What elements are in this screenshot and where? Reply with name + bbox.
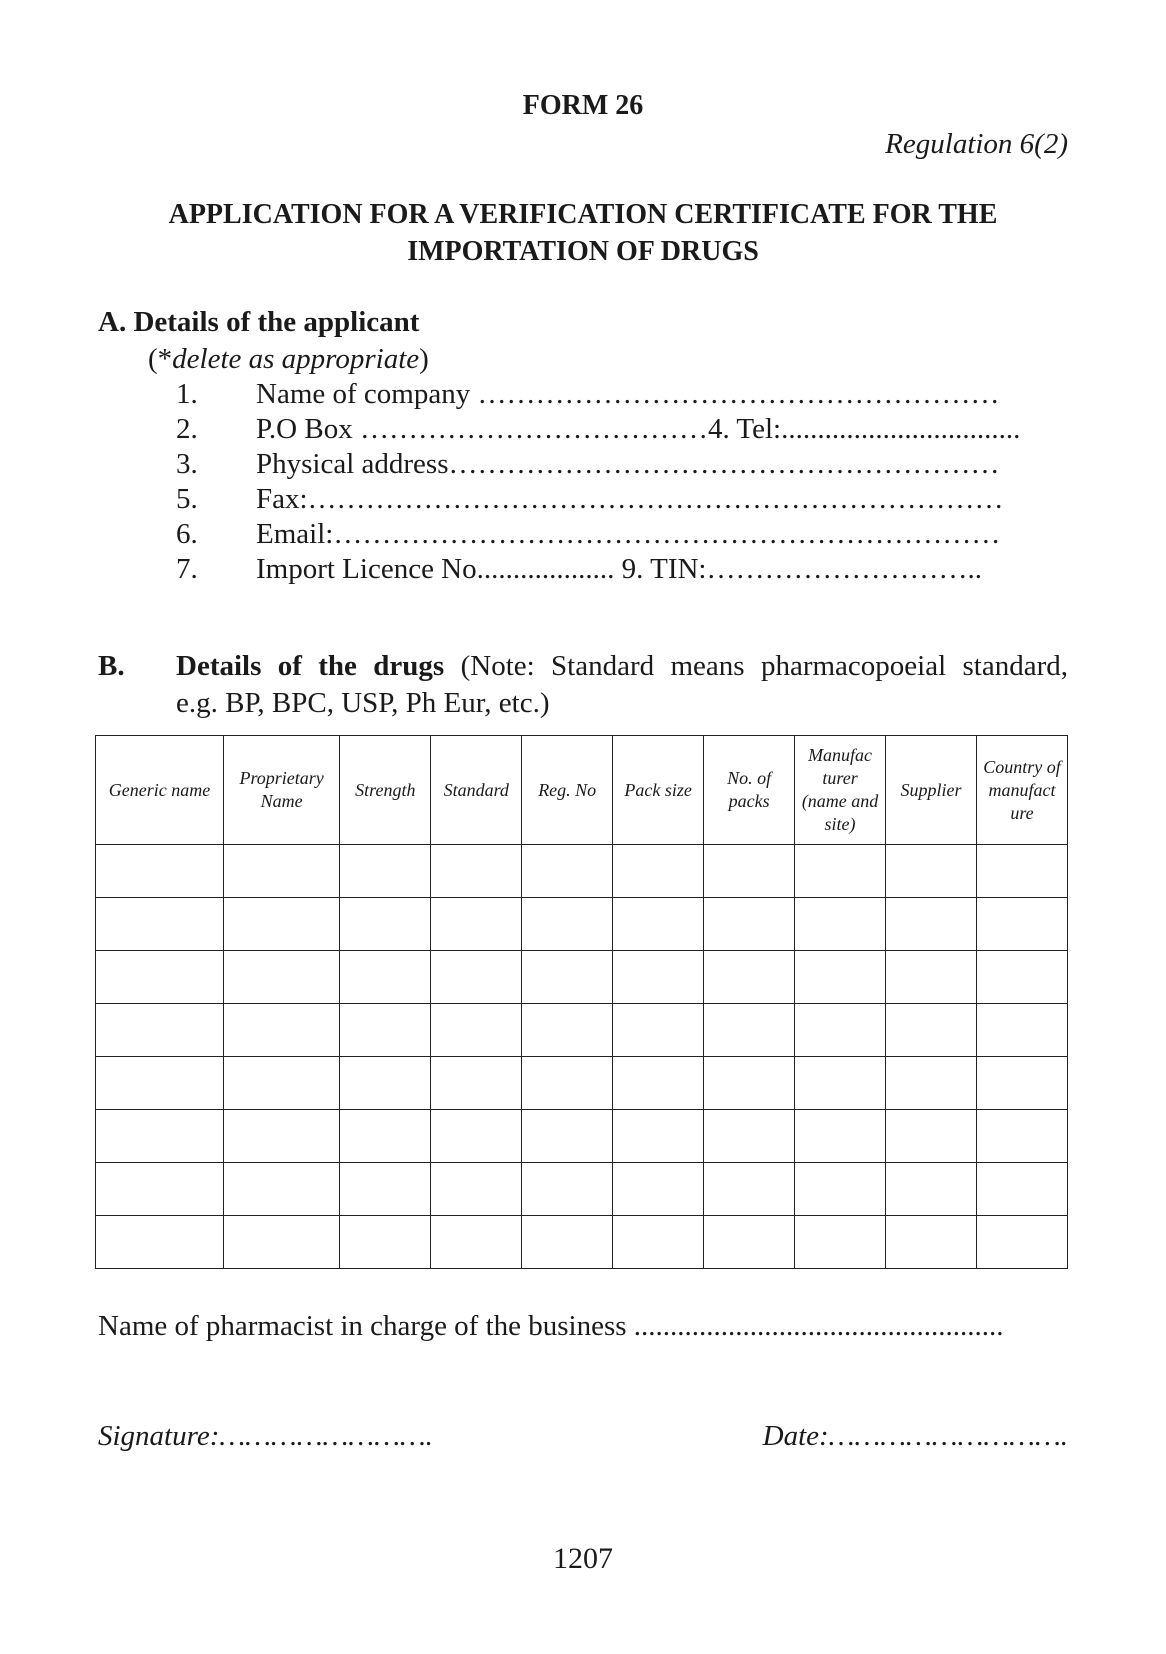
table-cell[interactable]	[795, 1004, 886, 1057]
table-cell[interactable]	[340, 1216, 431, 1269]
table-cell[interactable]	[522, 1004, 613, 1057]
header-standard: Standard	[431, 736, 522, 845]
table-cell[interactable]	[223, 1057, 339, 1110]
table-row	[96, 898, 1068, 951]
table-cell[interactable]	[704, 1004, 795, 1057]
table-cell[interactable]	[96, 1163, 224, 1216]
table-cell[interactable]	[340, 1057, 431, 1110]
field-number: 7.	[176, 553, 198, 585]
table-cell[interactable]	[431, 951, 522, 1004]
field-number: 5.	[176, 483, 198, 515]
table-cell[interactable]	[96, 1216, 224, 1269]
pharmacist-name-field[interactable]: Name of pharmacist in charge of the business ...................................................	[98, 1310, 1004, 1342]
table-cell[interactable]	[522, 1110, 613, 1163]
section-b-note-line-1: (Note: Standard means pharmacopoeial standard,	[444, 650, 1069, 682]
field-import-licence-tin[interactable]	[176, 553, 982, 586]
section-b-note-line-2: e.g. BP, BPC, USP, Ph Eur, etc.)	[176, 687, 550, 719]
table-row	[96, 1057, 1068, 1110]
table-cell[interactable]	[223, 845, 339, 898]
table-cell[interactable]	[976, 1057, 1067, 1110]
table-cell[interactable]	[340, 898, 431, 951]
table-cell[interactable]	[431, 1216, 522, 1269]
header-generic-name: Generic name	[96, 736, 224, 845]
table-cell[interactable]	[704, 898, 795, 951]
header-manufacturer: Manufac turer (name and site)	[795, 736, 886, 845]
note-italic: delete as appropriate	[172, 343, 420, 375]
field-label: Fax:………………………………………………………………	[256, 483, 1004, 515]
table-cell[interactable]	[886, 951, 977, 1004]
section-a-heading: A. Details of the applicant	[98, 306, 420, 338]
section-a-note	[148, 343, 429, 376]
table-cell[interactable]	[96, 951, 224, 1004]
header-no-of-packs: No. of packs	[704, 736, 795, 845]
table-cell[interactable]	[613, 898, 704, 951]
table-row	[96, 951, 1068, 1004]
header-country-of-manufacture: Country of manufact ure	[976, 736, 1067, 845]
table-cell[interactable]	[976, 951, 1067, 1004]
table-cell[interactable]	[976, 1110, 1067, 1163]
form-title: FORM 26	[522, 90, 644, 121]
table-cell[interactable]	[704, 1216, 795, 1269]
table-cell[interactable]	[96, 1004, 224, 1057]
table-cell[interactable]	[886, 1216, 977, 1269]
field-label: Physical address…………………………………………………	[256, 448, 1000, 480]
field-number: 6.	[176, 518, 198, 550]
table-cell[interactable]	[704, 951, 795, 1004]
table-cell[interactable]	[522, 951, 613, 1004]
note-close: )	[419, 343, 429, 375]
table-cell[interactable]	[704, 1110, 795, 1163]
table-cell[interactable]	[340, 951, 431, 1004]
table-cell[interactable]	[613, 1110, 704, 1163]
note-open: (*	[148, 343, 173, 375]
table-cell[interactable]	[886, 898, 977, 951]
table-cell[interactable]	[431, 898, 522, 951]
signature-field[interactable]: Signature:…………………….	[98, 1420, 433, 1452]
section-b-heading: Details of the drugs	[176, 650, 445, 682]
document-title-line-2: IMPORTATION OF DRUGS	[407, 236, 759, 267]
table-cell[interactable]	[431, 1004, 522, 1057]
table-cell[interactable]	[522, 1057, 613, 1110]
header-supplier: Supplier	[886, 736, 977, 845]
table-row	[96, 1110, 1068, 1163]
field-number: 3.	[176, 448, 198, 480]
document-title	[0, 196, 1166, 270]
table-cell[interactable]	[976, 1004, 1067, 1057]
table-cell[interactable]	[431, 1057, 522, 1110]
table-cell[interactable]	[96, 845, 224, 898]
table-cell[interactable]	[795, 1216, 886, 1269]
document-title-line-1: APPLICATION FOR A VERIFICATION CERTIFICATE FOR THE	[168, 199, 998, 230]
header-reg-no: Reg. No	[522, 736, 613, 845]
table-cell[interactable]	[704, 845, 795, 898]
table-cell[interactable]	[522, 845, 613, 898]
table-cell[interactable]	[431, 1163, 522, 1216]
header-pack-size: Pack size	[613, 736, 704, 845]
table-cell[interactable]	[522, 1163, 613, 1216]
page-number: 1207	[553, 1542, 613, 1575]
drugs-table	[95, 735, 1068, 1269]
header-strength: Strength	[340, 736, 431, 845]
table-cell[interactable]	[522, 898, 613, 951]
field-name-of-company[interactable]	[176, 378, 999, 411]
table-cell[interactable]	[976, 1216, 1067, 1269]
field-label: Name of company ………………………………………………	[256, 378, 1000, 410]
table-cell[interactable]	[522, 1216, 613, 1269]
table-cell[interactable]	[886, 1163, 977, 1216]
table-row	[96, 1216, 1068, 1269]
table-cell[interactable]	[795, 898, 886, 951]
table-cell[interactable]	[795, 845, 886, 898]
table-cell[interactable]	[795, 1057, 886, 1110]
field-po-box-tel[interactable]	[176, 413, 1020, 446]
table-cell[interactable]	[96, 1057, 224, 1110]
table-cell[interactable]	[795, 951, 886, 1004]
table-cell[interactable]	[431, 845, 522, 898]
table-cell[interactable]	[613, 1216, 704, 1269]
table-cell[interactable]	[223, 951, 339, 1004]
field-label: Import Licence No................... 9. TIN:………………………..	[256, 553, 982, 585]
table-cell[interactable]	[795, 1110, 886, 1163]
table-cell[interactable]	[704, 1163, 795, 1216]
field-email[interactable]	[176, 518, 1000, 551]
table-row	[96, 1004, 1068, 1057]
table-cell[interactable]	[340, 1110, 431, 1163]
field-label: Email:……………………………………………………………	[256, 518, 1001, 550]
table-cell[interactable]	[431, 1110, 522, 1163]
field-label: P.O Box ………………………………4. Tel:.................................	[256, 413, 1021, 445]
table-cell[interactable]	[613, 1004, 704, 1057]
table-row	[96, 845, 1068, 898]
section-b-letter: B.	[98, 650, 125, 682]
table-cell[interactable]	[886, 845, 977, 898]
table-cell[interactable]	[223, 1110, 339, 1163]
table-cell[interactable]	[96, 898, 224, 951]
table-cell[interactable]	[613, 845, 704, 898]
table-cell[interactable]	[795, 1163, 886, 1216]
table-cell[interactable]	[340, 1163, 431, 1216]
header-proprietary-name: Proprietary Name	[223, 736, 339, 845]
table-cell[interactable]	[613, 951, 704, 1004]
field-number: 2.	[176, 413, 198, 445]
field-physical-address[interactable]	[176, 448, 1000, 481]
table-cell[interactable]	[96, 1110, 224, 1163]
table-cell[interactable]	[613, 1163, 704, 1216]
table-cell[interactable]	[886, 1057, 977, 1110]
field-fax[interactable]	[176, 483, 1004, 516]
table-cell[interactable]	[223, 1163, 339, 1216]
table-cell[interactable]	[223, 1004, 339, 1057]
section-b-line-1	[176, 648, 1068, 685]
table-cell[interactable]	[976, 845, 1067, 898]
table-cell[interactable]	[976, 1163, 1067, 1216]
table-cell[interactable]	[976, 898, 1067, 951]
table-cell[interactable]	[223, 1216, 339, 1269]
table-cell[interactable]	[340, 845, 431, 898]
table-cell[interactable]	[613, 1057, 704, 1110]
table-cell[interactable]	[704, 1057, 795, 1110]
table-header-row	[96, 736, 1068, 845]
date-field[interactable]: Date:……………………….	[762, 1420, 1068, 1452]
table-cell[interactable]	[223, 898, 339, 951]
table-cell[interactable]	[886, 1004, 977, 1057]
drugs-table-body	[96, 845, 1068, 1269]
field-number: 1.	[176, 378, 198, 410]
table-cell[interactable]	[340, 1004, 431, 1057]
regulation-reference: Regulation 6(2)	[885, 128, 1068, 160]
table-row	[96, 1163, 1068, 1216]
table-cell[interactable]	[886, 1110, 977, 1163]
